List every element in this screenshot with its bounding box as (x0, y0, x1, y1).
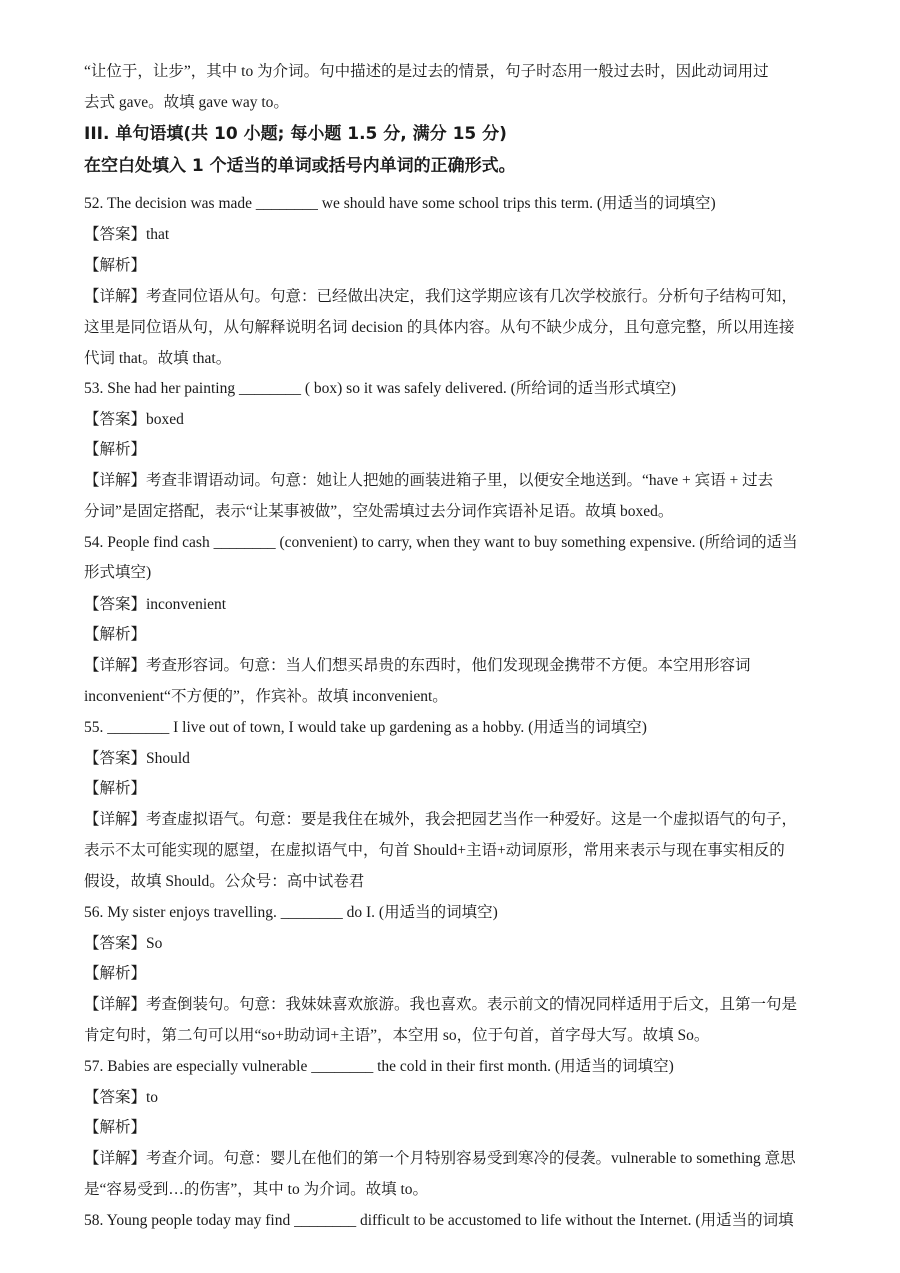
section-instruction: 在空白处填入 1 个适当的单词或括号内单词的正确形式。 (84, 156, 516, 176)
text-line: 去式 gave。故填 gave way to。 (84, 94, 289, 111)
section-title: III. 单句语填(共 10 小题; 每小题 1.5 分, 满分 15 分) (84, 124, 507, 144)
answer-54: 【答案】inconvenient (84, 596, 227, 613)
detail-56: 【详解】考查倒装句。句意：我妹妹喜欢旅游。我也喜欢。表示前文的情况同样适用于后文，且第一句是 (84, 996, 798, 1013)
answer-55: 【答案】Should (84, 750, 190, 767)
analysis-label-56: 【解析】 (84, 965, 147, 982)
answer-57: 【答案】to (84, 1089, 159, 1106)
question-53: 53. She had her painting ________ ( box) so it was safely delivered. (所给词的适当形式填空) (84, 380, 676, 397)
question-57: 57. Babies are especially vulnerable ________ the cold in their first month. (用适当的词填空) (84, 1058, 674, 1075)
detail-56: 肯定句时，第二句可以用“so+助动词+主语”，本空用 so，位于句首，首字母大写。故填 So。 (84, 1027, 710, 1044)
detail-57: 是“容易受到…的伤害”，其中 to 为介词。故填 to。 (84, 1181, 428, 1198)
answer-56: 【答案】So (84, 935, 163, 952)
detail-55: 假设，故填 Should。公众号：高中试卷君 (84, 873, 365, 890)
text-line: “让位于，让步”，其中 to 为介词。句中描述的是过去的情景，句子时态用一般过去时，因此动词用过 (84, 63, 769, 80)
analysis-label-53: 【解析】 (84, 441, 147, 458)
answer-52: 【答案】that (84, 226, 170, 243)
detail-57: 【详解】考查介词。句意：婴儿在他们的第一个月特别容易受到寒冷的侵袭。vulnerable to something 意思 (84, 1150, 796, 1167)
detail-53: 【详解】考查非谓语动词。句意：她让人把她的画装进箱子里，以便安全地送到。“have + 宾语 + 过去 (84, 472, 774, 489)
question-52: 52. The decision was made ________ we should have some school trips this term. (用适当的词填空) (84, 195, 716, 212)
detail-55: 【详解】考查虚拟语气。句意：要是我住在城外，我会把园艺当作一种爱好。这是一个虚拟语气的句子， (84, 811, 798, 828)
question-54: 54. People find cash ________ (convenient) to carry, when they want to buy something expensive. (所给词的适当 (84, 534, 798, 551)
answer-53: 【答案】boxed (84, 411, 184, 428)
detail-53: 分词”是固定搭配，表示“让某事被做”，空处需填过去分词作宾语补足语。故填 boxed。 (84, 503, 674, 520)
analysis-label-52: 【解析】 (84, 257, 147, 274)
question-58: 58. Young people today may find ________ difficult to be accustomed to life without the Internet. (用适当的词填 (84, 1212, 794, 1229)
question-56: 56. My sister enjoys travelling. ________ do I. (用适当的词填空) (84, 904, 498, 921)
detail-55: 表示不太可能实现的愿望，在虚拟语气中，句首 Should+主语+动词原形，常用来表示与现在事实相反的 (84, 842, 785, 859)
analysis-label-55: 【解析】 (84, 780, 147, 797)
analysis-label-54: 【解析】 (84, 626, 147, 643)
detail-52: 代词 that。故填 that。 (84, 350, 232, 367)
analysis-label-57: 【解析】 (84, 1119, 147, 1136)
question-55: 55. ________ I live out of town, I would take up gardening as a hobby. (用适当的词填空) (84, 719, 647, 736)
detail-54: inconvenient“不方便的”，作宾补。故填 inconvenient。 (84, 688, 448, 705)
detail-52: 【详解】考查同位语从句。句意：已经做出决定，我们这学期应该有几次学校旅行。分析句子结构可知， (84, 288, 798, 305)
detail-52: 这里是同位语从句，从句解释说明名词 decision 的具体内容。从句不缺少成分，且句意完整，所以用连接 (84, 319, 795, 336)
detail-54: 【详解】考查形容词。句意：当人们想买昂贵的东西时，他们发现现金携带不方便。本空用形容词 (84, 657, 751, 674)
question-54: 形式填空) (84, 564, 152, 581)
